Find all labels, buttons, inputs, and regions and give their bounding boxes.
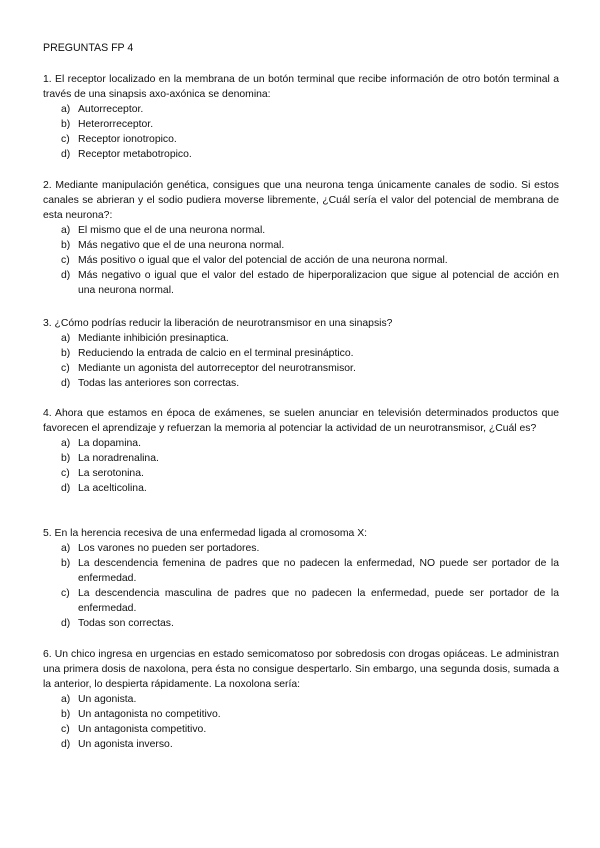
answer-option-b [43,556,559,586]
answer-option-a [43,102,559,117]
answer-option-c [43,466,559,481]
option-letter: a) [61,104,71,115]
answer-option-b [43,451,559,466]
option-letter: d) [61,270,71,281]
question-4 [43,406,559,496]
option-letter: d) [61,378,71,389]
option-text: Un agonista. [78,694,137,705]
question-6 [43,647,559,752]
answer-option-d [43,616,559,631]
answer-options [43,102,559,162]
option-text: Más positivo o igual que el valor del potencial de acción de una neurona normal. [78,255,448,266]
answer-option-d [43,376,559,391]
option-letter: d) [61,149,71,160]
option-text: Mediante un agonista del autorreceptor del neurotransmisor. [78,363,356,374]
answer-options [43,331,559,391]
answer-options [43,223,559,298]
option-text: La acelticolina. [78,483,147,494]
answer-option-d [43,737,559,752]
option-letter: c) [61,724,70,735]
question-1 [43,72,559,162]
option-letter: b) [61,558,71,569]
answer-option-d [43,481,559,496]
option-letter: b) [61,709,71,720]
option-letter: c) [61,255,70,266]
answer-option-a [43,436,559,451]
option-letter: c) [61,588,70,599]
option-text: Mediante inhibición presinaptica. [78,333,229,344]
question-text: 3. ¿Cómo podrías reducir la liberación de neurotransmisor en una sinapsis? [43,318,393,329]
option-text: Un antagonista no competitivo. [78,709,221,720]
answer-option-c [43,361,559,376]
answer-option-c [43,722,559,737]
question-text: 2. Mediante manipulación genética, consigues que una neurona tenga únicamente canales de sodio. Si estos canales se abrieran y el sodio pudiera moverse libremente, ¿Cuál sería el valor del potencial de membrana de esta neurona?: [43,180,559,221]
answer-option-b [43,346,559,361]
option-letter: c) [61,134,70,145]
answer-option-c [43,132,559,147]
option-letter: d) [61,618,71,629]
question-5 [43,526,559,631]
option-text: Receptor ionotropico. [78,134,177,145]
option-letter: a) [61,543,71,554]
answer-option-a [43,692,559,707]
question-text: 5. En la herencia recesiva de una enfermedad ligada al cromosoma X: [43,528,368,539]
answer-option-b [43,238,559,253]
answer-options [43,692,559,752]
question-text: 1. El receptor localizado en la membrana de un botón terminal que recibe información de otro botón terminal a través de una sinapsis axo-axónica se denomina: [43,74,559,100]
question-text: 6. Un chico ingresa en urgencias en estado semicomatoso por sobredosis con drogas opiáceas. Le administran una primera dosis de naxolona, pera ésta no consigue despertarlo. Sin embargo, una segunda dosis, sumada a la anterior, lo despierta rápidamente. La noxolona sería: [43,649,559,690]
option-text: La descendencia femenina de padres que no padecen la enfermedad, NO puede ser portador de la enfermedad. [78,558,559,584]
option-text: Receptor metabotropico. [78,149,192,160]
answer-option-b [43,707,559,722]
option-text: Todas las anteriores son correctas. [78,378,240,389]
option-text: Un antagonista competitivo. [78,724,207,735]
option-letter: a) [61,694,71,705]
option-text: Todas son correctas. [78,618,174,629]
answer-options [43,436,559,496]
option-letter: c) [61,363,70,374]
option-text: Los varones no pueden ser portadores. [78,543,260,554]
option-text: La serotonina. [78,468,144,479]
option-letter: b) [61,453,71,464]
answer-option-a [43,223,559,238]
option-letter: a) [61,225,71,236]
option-text: El mismo que el de una neurona normal. [78,225,266,236]
option-letter: b) [61,348,71,359]
answer-option-a [43,331,559,346]
answer-option-d [43,147,559,162]
answer-option-a [43,541,559,556]
document-title: PREGUNTAS FP 4 [43,42,134,54]
question-text: 4. Ahora que estamos en época de exámenes, se suelen anunciar en televisión determinados productos que favorecen el aprendizaje y refuerzan la memoria al potenciar la actividad de un neurotransmisor, ¿Cuál es? [43,408,559,434]
option-letter: b) [61,240,71,251]
option-letter: d) [61,739,71,750]
question-3 [43,316,559,391]
answer-option-d [43,268,559,298]
option-text: Más negativo o igual que el valor del estado de hiperporalizacion que sigue al potencial de acción en una neurona normal. [78,270,559,296]
answer-option-c [43,253,559,268]
answer-option-b [43,117,559,132]
option-text: La noradrenalina. [78,453,159,464]
option-letter: a) [61,333,71,344]
option-text: Un agonista inverso. [78,739,173,750]
question-2 [43,178,559,298]
option-text: La dopamina. [78,438,141,449]
option-text: Autorreceptor. [78,104,144,115]
answer-options [43,541,559,631]
option-letter: d) [61,483,71,494]
option-letter: b) [61,119,71,130]
answer-option-c [43,586,559,616]
option-text: Reduciendo la entrada de calcio en el terminal presináptico. [78,348,354,359]
option-letter: a) [61,438,71,449]
option-text: Heterorreceptor. [78,119,154,130]
option-text: La descendencia masculina de padres que no padecen la enfermedad, puede ser portador de la enfermedad. [78,588,559,614]
option-text: Más negativo que el de una neurona normal. [78,240,285,251]
option-letter: c) [61,468,70,479]
